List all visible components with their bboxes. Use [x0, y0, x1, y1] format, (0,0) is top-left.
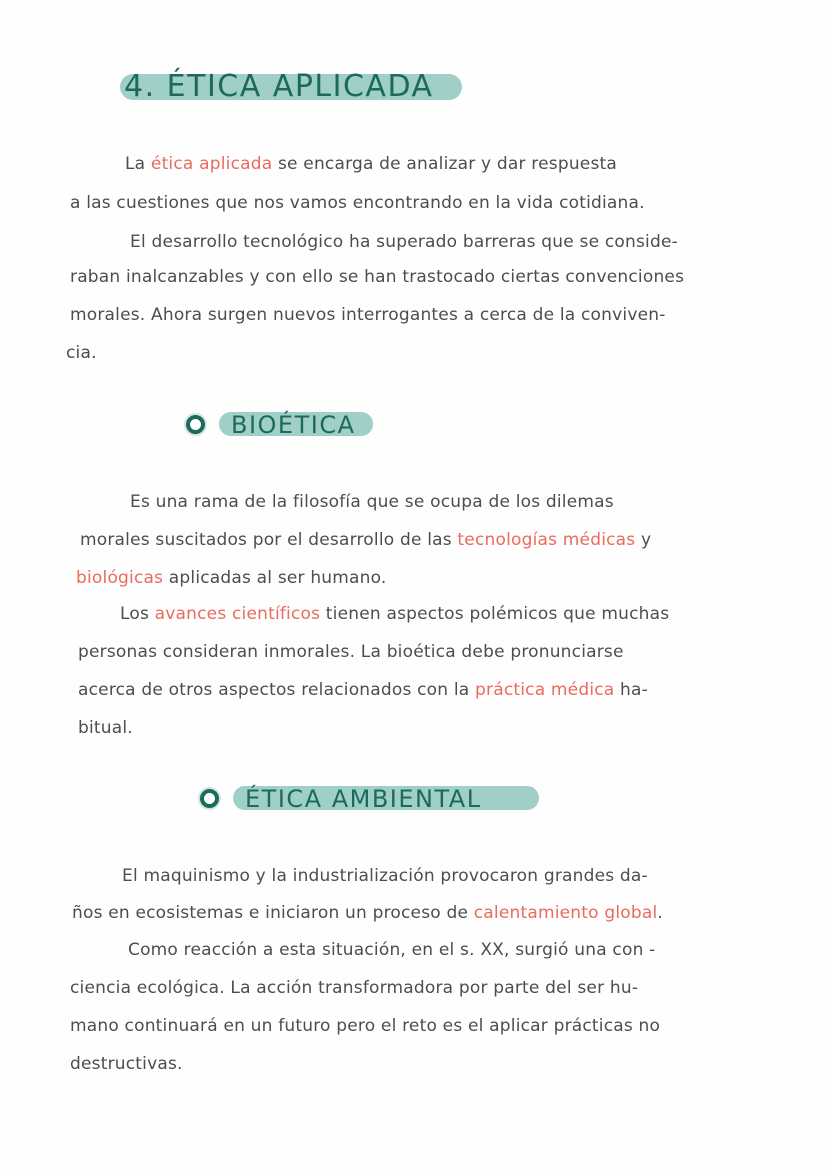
highlighted-term: calentamiento global	[473, 903, 658, 923]
circle-bullet-icon	[186, 415, 205, 434]
text: El desarrollo tecnológico ha superado barreras que se conside-	[130, 232, 678, 252]
text-line	[70, 1046, 183, 1082]
text-line	[125, 146, 617, 182]
text: mano continuará en un futuro pero el reto es el aplicar prácticas no	[70, 1016, 661, 1036]
text-line	[70, 970, 638, 1006]
text: .	[657, 903, 663, 923]
highlighted-term: biológicas	[76, 568, 164, 588]
heading-text: ÉTICA AMBIENTAL	[245, 785, 482, 813]
text-line	[70, 297, 666, 333]
section-heading-etica-ambiental	[200, 780, 539, 816]
text: El maquinismo y la industrialización provocaron grandes da-	[122, 866, 648, 886]
page-title	[120, 66, 434, 106]
text-line	[130, 484, 614, 520]
text: raban inalcanzables y con ello se han trastocado ciertas convenciones	[70, 267, 685, 287]
text-line	[70, 259, 684, 295]
text-line	[80, 522, 651, 558]
text: se encarga de analizar y dar respuesta	[272, 154, 617, 174]
text-line	[70, 185, 645, 221]
text-line	[70, 1008, 660, 1044]
text-line	[76, 560, 387, 596]
highlighted-term: práctica médica	[475, 680, 615, 700]
heading-text: BIOÉTICA	[231, 411, 356, 439]
text: ha-	[614, 680, 648, 700]
highlighted-term: tecnologías médicas	[457, 530, 636, 550]
text-line	[78, 634, 624, 670]
text-line	[120, 596, 669, 632]
text: ños en ecosistemas e iniciaron un proceso de	[72, 903, 474, 923]
text: aplicadas al ser humano.	[163, 568, 387, 588]
text-line	[122, 858, 648, 894]
text-line	[66, 335, 97, 371]
text: y	[635, 530, 652, 550]
highlighted-term: avances científicos	[154, 604, 321, 624]
section-heading-bioetica	[186, 406, 373, 442]
heading-highlight	[233, 785, 539, 813]
text: cia.	[66, 343, 97, 363]
title-text: 4. ÉTICA APLICADA	[124, 68, 434, 104]
text: Como reacción a esta situación, en el s. XX, surgió una con -	[128, 940, 656, 960]
highlighted-term: ética aplicada	[150, 154, 273, 174]
text: acerca de otros aspectos relacionados con la	[78, 680, 476, 700]
text-line	[78, 710, 133, 746]
text: personas consideran inmorales. La bioética debe pronunciarse	[78, 642, 624, 662]
text: La	[125, 154, 151, 174]
text: destructivas.	[70, 1054, 183, 1074]
text-line	[128, 932, 656, 968]
text-line	[130, 224, 678, 260]
text: a las cuestiones que nos vamos encontrando en la vida cotidiana.	[70, 193, 645, 213]
text: tienen aspectos polémicos que muchas	[320, 604, 670, 624]
circle-bullet-icon	[200, 789, 219, 808]
text: bitual.	[78, 718, 133, 738]
text: morales. Ahora surgen nuevos interrogantes a cerca de la conviven-	[70, 305, 666, 325]
text-line	[78, 672, 648, 708]
text: Los	[120, 604, 155, 624]
text: morales suscitados por el desarrollo de las	[80, 530, 458, 550]
heading-highlight	[219, 411, 373, 439]
text: ciencia ecológica. La acción transformadora por parte del ser hu-	[70, 978, 639, 998]
text: Es una rama de la filosofía que se ocupa de los dilemas	[130, 492, 614, 512]
text-line	[72, 895, 663, 931]
